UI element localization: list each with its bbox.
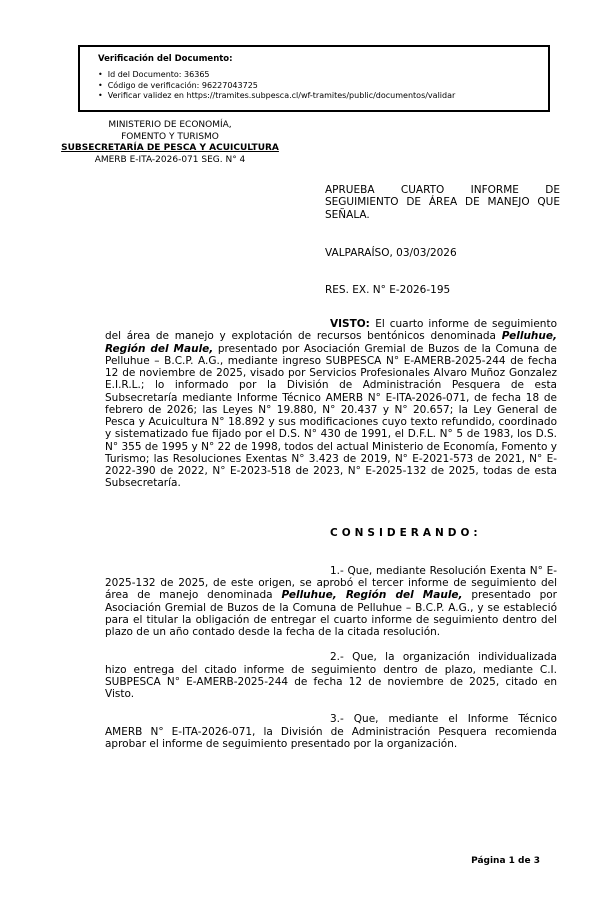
- resolution-body: [105, 318, 557, 750]
- document-reference: AMERB E-ITA-2026-071 SEG. N° 4: [94, 154, 246, 165]
- resolution-subject: APRUEBA CUARTO INFORME DE SEGUIMIENTO DE ÁREA DE MANEJO QUE SEÑALA.: [325, 184, 560, 221]
- verification-item: • Id del Documento: 36365: [98, 70, 542, 81]
- text-segment: presentado por Asociación Gremial de Buzos de la Comuna de Pelluhue – B.C.P. A.G., mediante ingreso SUBPESCA N° E-AMERB-2025-244 de fecha 12 de noviembre de 2025, visado por Servicios Profesionales Alvaro Muñoz Gonzalez E.I.R.L.; lo informado por la División de Administración Pesquera de esta Subsecretaría mediante Informe Técnico AMERB N° E-ITA-2026-071, de fecha 18 de febrero de 2026; las Leyes N° 19.880, N° 20.437 y N° 20.657; la Ley General de Pesca y Acuicultura N° 18.892 y sus modificaciones cuyo texto refundido, coordinado y sistematizado fue fijado por el D.S. N° 430 de 1991, el D.F.L. N° 5 de 1983, los D.S. N° 355 de 1995 y N° 22 de 1998, todos del actual Ministerio de Economía, Fomento y Turismo; las Resoluciones Exentas N° 3.423 de 2019, N° E-2021-573 de 2021, N° E-2022-390 de 2022, N° E-2023-518 de 2023, N° E-2025-132 de 2025, todas de esta Subsecretaría.: [105, 342, 557, 490]
- verification-title: Verificación del Documento:: [98, 54, 233, 64]
- text-segment: presentado por Asociación Gremial de Buzos de la Comuna de Pelluhue – B.C.P. A.G., y se estableció para el titular la obligación de entregar el cuarto informe de seguimiento dentro del plazo de un año contado desde la fecha de la citada resolución.: [105, 589, 557, 638]
- considerando-paragraph-3: [105, 713, 557, 750]
- ministry-line-1: MINISTERIO DE ECONOMÍA,: [108, 120, 232, 130]
- text-segment: VISTO:: [330, 318, 376, 330]
- text-segment: Pelluhue, Región del Maule,: [105, 330, 557, 355]
- text-segment: El cuarto informe de seguimiento del área de manejo y explotación de recursos bentónicos denominada: [105, 318, 557, 343]
- place-date: VALPARAÍSO, 03/03/2026: [325, 246, 457, 259]
- verification-box: [78, 45, 550, 112]
- subsecretaria-line: SUBSECRETARÍA DE PESCA Y ACUICULTURA: [61, 143, 279, 153]
- considerando-paragraph-2: [105, 651, 557, 700]
- text-segment: 2.- Que, la organización individualizada hizo entrega del citado informe de seguimiento dentro de plazo, mediante C.I. SUBPESCA N° E-AMERB-2025-244 de fecha 12 de noviembre de 2025, citado en Visto.: [105, 651, 557, 700]
- visto-paragraph: [105, 318, 557, 490]
- text-segment: 1.- Que, mediante Resolución Exenta N° E-2025-132 de 2025, de este origen, se aprobó el tercer informe de seguimiento del área de manejo denominada: [105, 564, 557, 602]
- letterhead: [45, 120, 295, 166]
- considerando-heading: CONSIDERANDO:: [330, 526, 482, 539]
- text-segment: Pelluhue, Región del Maule,: [281, 589, 463, 602]
- ministry-line-2: FOMENTO Y TURISMO: [121, 131, 219, 142]
- text-segment: 3.- Que, mediante el Informe Técnico AMERB N° E-ITA-2026-071, la División de Administración Pesquera recomienda aprobar el informe de seguimiento presentado por la organización.: [105, 713, 557, 750]
- resolution-number: RES. EX. N° E-2026-195: [325, 284, 451, 297]
- title-block: [325, 184, 560, 296]
- verification-item: • Verificar validez en https://tramites.subpesca.cl/wf-tramites/public/documentos/validar: [98, 91, 542, 102]
- verification-item: • Código de verificación: 96227043725: [98, 81, 542, 92]
- verification-list: [98, 70, 542, 102]
- considerando-paragraph-1: [105, 565, 557, 639]
- page-number: Página 1 de 3: [471, 856, 540, 866]
